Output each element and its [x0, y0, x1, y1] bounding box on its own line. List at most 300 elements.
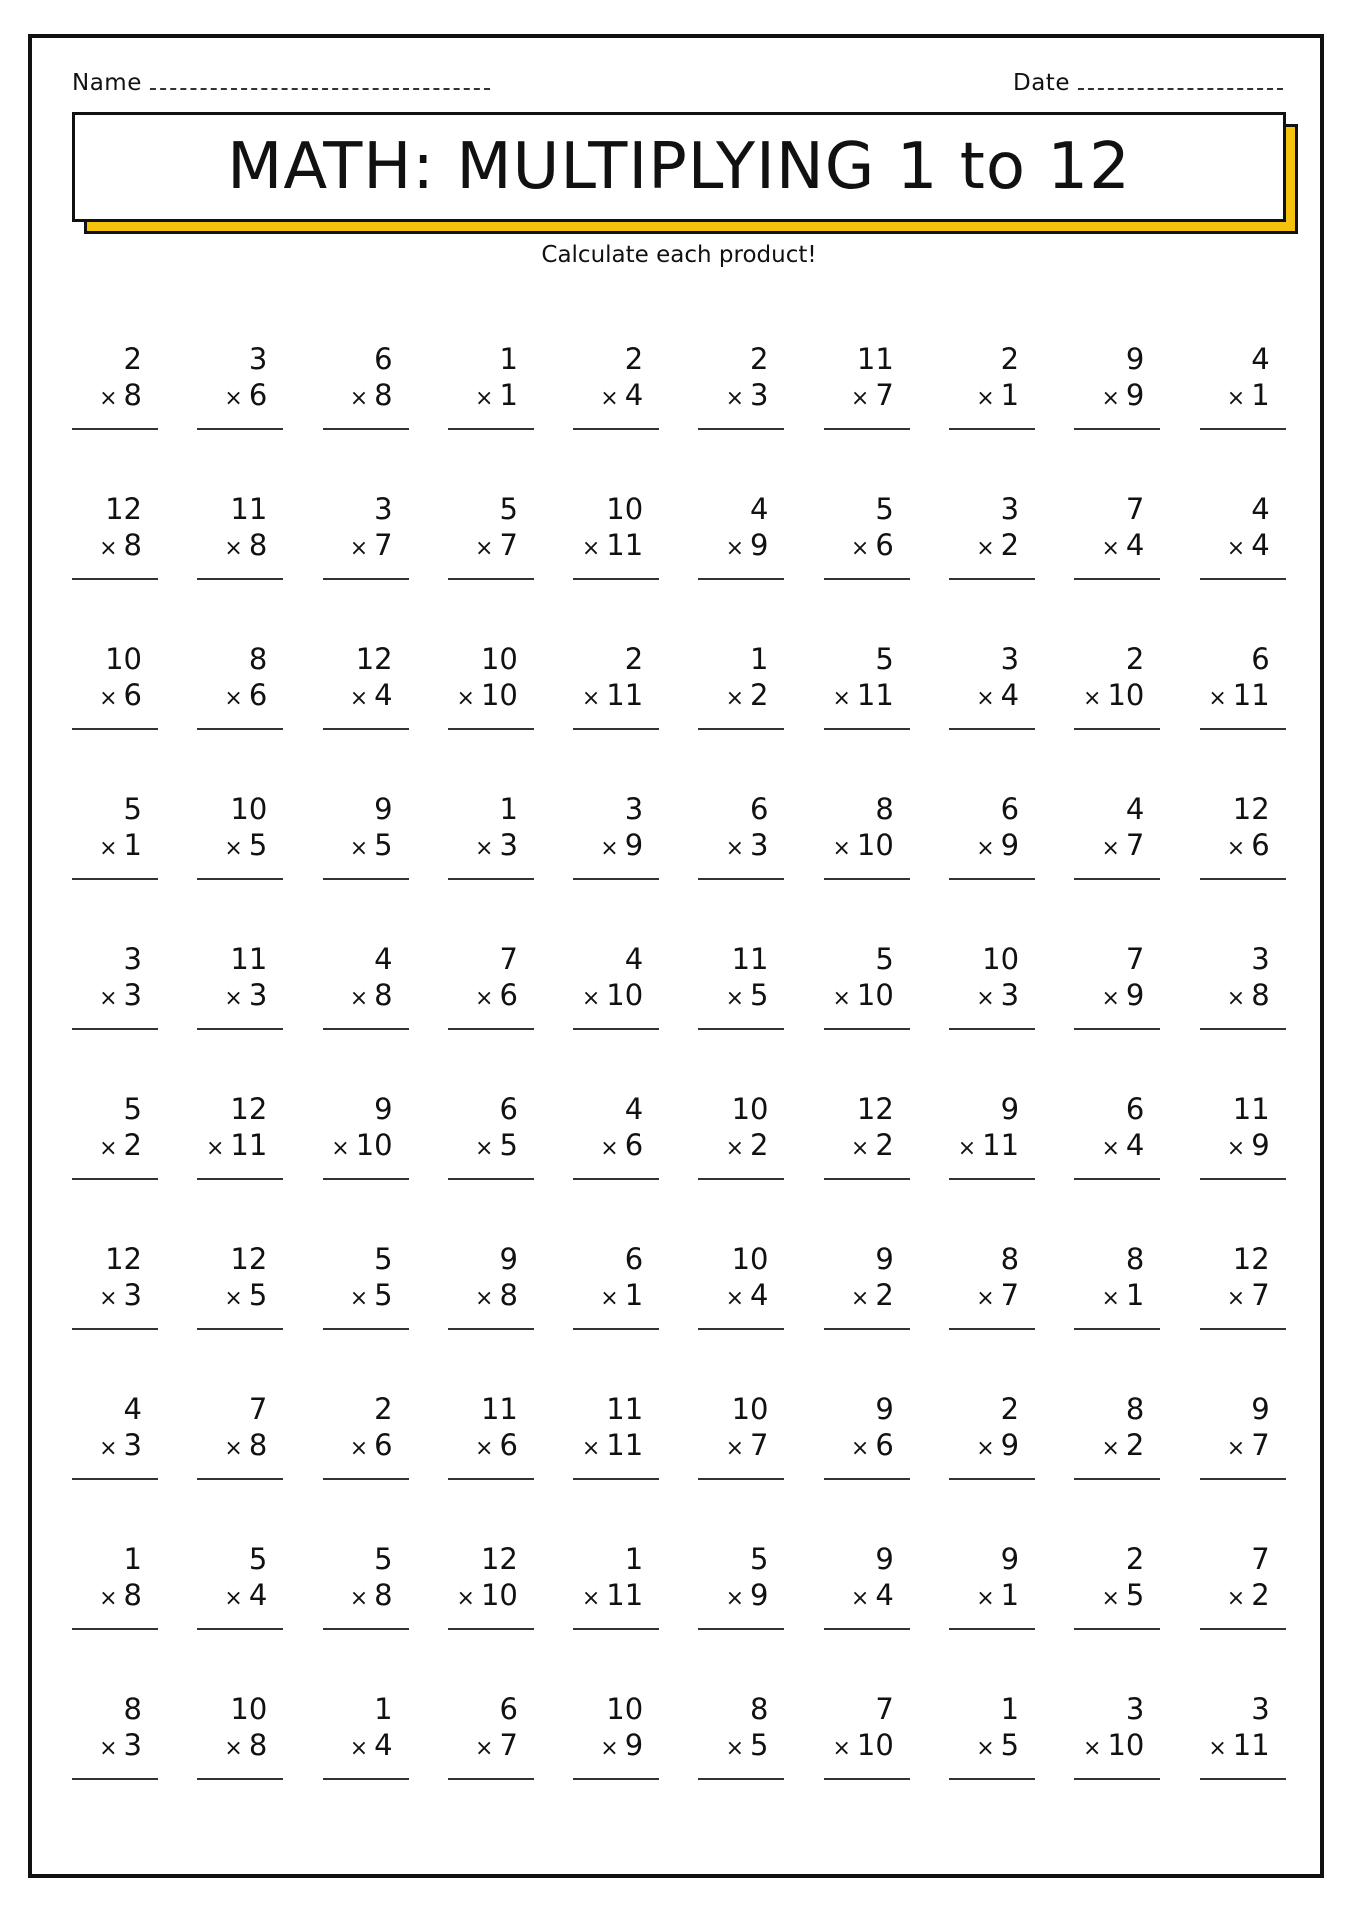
- problem[interactable]: [824, 1690, 910, 1780]
- problem[interactable]: [323, 490, 409, 580]
- problem[interactable]: [448, 340, 534, 430]
- multiplier: [1101, 1278, 1144, 1316]
- problem[interactable]: [573, 640, 659, 730]
- multiplicand: 4: [624, 1092, 644, 1126]
- times-sign: ×: [581, 1586, 601, 1611]
- times-sign: ×: [99, 1286, 118, 1311]
- problem[interactable]: [72, 340, 158, 430]
- times-sign: ×: [224, 1736, 243, 1761]
- instructions: Calculate each product!: [541, 242, 817, 268]
- problem[interactable]: [949, 340, 1035, 430]
- multiplier-value: 6: [1251, 828, 1270, 862]
- problem[interactable]: [448, 1690, 534, 1780]
- times-sign: ×: [224, 1436, 243, 1461]
- multiplicand: 6: [750, 792, 769, 826]
- times-sign: ×: [600, 386, 619, 411]
- times-sign: ×: [99, 536, 118, 561]
- multiplier: [851, 528, 894, 566]
- title-box: [72, 112, 1286, 222]
- problem[interactable]: [197, 490, 283, 580]
- times-sign: ×: [1101, 1286, 1120, 1311]
- problem[interactable]: [1200, 790, 1286, 880]
- multiplier-value: 1: [624, 1278, 644, 1312]
- multiplier: [350, 528, 393, 566]
- multiplier-value: 5: [248, 828, 268, 862]
- multiplicand: 2: [750, 342, 769, 376]
- multiplier: [600, 828, 643, 866]
- multiplier-value: 7: [1000, 1278, 1020, 1312]
- multiplier: [1227, 528, 1270, 566]
- multiplier-value: 4: [1125, 1128, 1145, 1162]
- multiplicand: 4: [1251, 342, 1270, 376]
- multiplicand: 2: [374, 1392, 393, 1426]
- multiplier-value: 3: [123, 1428, 142, 1462]
- multiplier: [1227, 1128, 1270, 1166]
- multiplier: [475, 1428, 518, 1466]
- multiplicand: 10: [731, 1242, 769, 1276]
- multiplier-value: 8: [1251, 978, 1270, 1012]
- multiplier-value: 9: [1000, 1428, 1020, 1462]
- times-sign: ×: [1101, 986, 1120, 1011]
- multiplier-value: 11: [856, 678, 894, 712]
- problem[interactable]: [72, 1390, 158, 1480]
- multiplier-value: 10: [1107, 1728, 1145, 1762]
- times-sign: ×: [600, 836, 619, 861]
- multiplier: [350, 1428, 393, 1466]
- problem[interactable]: [448, 1540, 534, 1630]
- times-sign: ×: [224, 386, 243, 411]
- multiplier-value: 3: [499, 828, 518, 862]
- problem[interactable]: [1074, 1540, 1160, 1630]
- problem[interactable]: [824, 340, 910, 430]
- multiplier-value: 8: [248, 528, 268, 562]
- times-sign: ×: [600, 1136, 619, 1161]
- problem[interactable]: [573, 490, 659, 580]
- times-sign: ×: [976, 686, 995, 711]
- multiplicand: 3: [1125, 1692, 1145, 1726]
- times-sign: ×: [1101, 386, 1120, 411]
- problem[interactable]: [1200, 1090, 1286, 1180]
- problem[interactable]: [949, 1690, 1035, 1780]
- multiplier: [1208, 678, 1269, 716]
- multiplier-value: 10: [856, 978, 894, 1012]
- multiplicand: 11: [856, 342, 894, 376]
- problem[interactable]: [72, 490, 158, 580]
- times-sign: ×: [976, 1586, 995, 1611]
- problem[interactable]: [698, 1090, 784, 1180]
- times-sign: ×: [456, 1586, 475, 1611]
- times-sign: ×: [1083, 686, 1102, 711]
- multiplicand: 3: [1251, 942, 1270, 976]
- multiplier: [582, 1578, 643, 1616]
- multiplier: [726, 1128, 769, 1166]
- problem-grid: [72, 340, 1286, 1780]
- problem[interactable]: [573, 790, 659, 880]
- multiplier: [1227, 828, 1270, 866]
- multiplicand: 9: [499, 1242, 518, 1276]
- multiplicand: 1: [499, 792, 518, 826]
- multiplier: [582, 978, 643, 1016]
- problem[interactable]: [197, 1690, 283, 1780]
- multiplicand: 10: [731, 1392, 769, 1426]
- problem[interactable]: [448, 640, 534, 730]
- problem[interactable]: [1200, 640, 1286, 730]
- multiplier: [1083, 678, 1144, 716]
- problem[interactable]: [72, 940, 158, 1030]
- multiplier: [1101, 828, 1144, 866]
- multiplicand: 7: [1125, 942, 1145, 976]
- multiplier-value: 9: [624, 1728, 644, 1762]
- multiplicand: 3: [1000, 492, 1020, 526]
- times-sign: ×: [475, 986, 494, 1011]
- multiplier-value: 7: [499, 528, 518, 562]
- multiplicand: 8: [750, 1692, 769, 1726]
- multiplicand: 10: [731, 1092, 769, 1126]
- multiplier: [726, 828, 769, 866]
- multiplicand: 11: [230, 942, 268, 976]
- multiplier: [475, 1278, 518, 1316]
- problem[interactable]: [573, 1540, 659, 1630]
- date-field[interactable]: [1013, 70, 1283, 96]
- multiplicand: 4: [624, 942, 644, 976]
- problem[interactable]: [1074, 1240, 1160, 1330]
- multiplicand: 5: [875, 642, 894, 676]
- multiplicand: 6: [624, 1242, 644, 1276]
- times-sign: ×: [725, 1136, 745, 1161]
- multiplicand: 4: [123, 1392, 142, 1426]
- times-sign: ×: [1101, 1586, 1120, 1611]
- times-sign: ×: [976, 1436, 995, 1461]
- problem[interactable]: [323, 1390, 409, 1480]
- problem[interactable]: [323, 790, 409, 880]
- problem[interactable]: [698, 940, 784, 1030]
- multiplier-value: 11: [1232, 678, 1270, 712]
- multiplier-value: 4: [1251, 528, 1270, 562]
- problem[interactable]: [197, 1090, 283, 1180]
- multiplier-value: 9: [1125, 378, 1145, 412]
- multiplicand: 1: [750, 642, 769, 676]
- problem[interactable]: [1200, 490, 1286, 580]
- problem[interactable]: [197, 940, 283, 1030]
- problem[interactable]: [1200, 940, 1286, 1030]
- problem[interactable]: [1074, 1090, 1160, 1180]
- problem[interactable]: [1074, 790, 1160, 880]
- problem[interactable]: [573, 1090, 659, 1180]
- multiplier-value: 6: [374, 1428, 393, 1462]
- problem[interactable]: [698, 490, 784, 580]
- problem[interactable]: [573, 340, 659, 430]
- problem[interactable]: [698, 340, 784, 430]
- problem[interactable]: [698, 1690, 784, 1780]
- multiplier-value: 11: [1232, 1728, 1270, 1762]
- multiplier-value: 6: [248, 378, 268, 412]
- problem[interactable]: [72, 1540, 158, 1630]
- multiplier: [224, 978, 267, 1016]
- multiplier-value: 6: [499, 978, 518, 1012]
- problem[interactable]: [323, 1690, 409, 1780]
- times-sign: ×: [99, 1136, 118, 1161]
- problem[interactable]: [323, 1240, 409, 1330]
- times-sign: ×: [349, 1736, 369, 1761]
- multiplier: [1101, 528, 1144, 566]
- problem[interactable]: [949, 490, 1035, 580]
- multiplicand: 9: [1000, 1542, 1020, 1576]
- problem[interactable]: [197, 1540, 283, 1630]
- problem[interactable]: [72, 640, 158, 730]
- multiplicand: 9: [374, 792, 393, 826]
- problem[interactable]: [949, 1540, 1035, 1630]
- problem[interactable]: [573, 1690, 659, 1780]
- multiplier-value: 7: [1251, 1278, 1270, 1312]
- multiplier-value: 5: [374, 1278, 393, 1312]
- multiplicand: 7: [499, 942, 518, 976]
- multiplicand: 1: [624, 1542, 644, 1576]
- times-sign: ×: [205, 1136, 225, 1161]
- multiplier: [582, 678, 643, 716]
- times-sign: ×: [349, 836, 369, 861]
- multiplier: [1101, 1578, 1144, 1616]
- multiplier-value: 5: [374, 828, 393, 862]
- multiplier: [1227, 1578, 1270, 1616]
- multiplicand: 4: [1251, 492, 1270, 526]
- multiplier-value: 3: [248, 978, 268, 1012]
- multiplier-value: 8: [499, 1278, 518, 1312]
- problem[interactable]: [949, 940, 1035, 1030]
- problem[interactable]: [72, 1090, 158, 1180]
- multiplicand: 12: [1232, 1242, 1270, 1276]
- multiplier: [1227, 1278, 1270, 1316]
- multiplier-value: 6: [248, 678, 268, 712]
- problem[interactable]: [949, 1090, 1035, 1180]
- problem[interactable]: [824, 1540, 910, 1630]
- problem[interactable]: [698, 790, 784, 880]
- multiplicand: 1: [374, 1692, 393, 1726]
- times-sign: ×: [850, 1286, 870, 1311]
- problem[interactable]: [949, 1240, 1035, 1330]
- multiplier: [726, 528, 769, 566]
- times-sign: ×: [1226, 1136, 1246, 1161]
- times-sign: ×: [832, 686, 851, 711]
- multiplier: [1101, 1428, 1144, 1466]
- multiplier: [99, 1728, 142, 1766]
- multiplier-value: 5: [248, 1278, 268, 1312]
- multiplier: [475, 978, 518, 1016]
- multiplier: [976, 1578, 1019, 1616]
- multiplicand: 12: [230, 1242, 268, 1276]
- problem[interactable]: [197, 1240, 283, 1330]
- multiplicand: 10: [606, 1692, 644, 1726]
- multiplier: [976, 1278, 1019, 1316]
- problem[interactable]: [573, 940, 659, 1030]
- multiplicand: 9: [374, 1092, 393, 1126]
- problem[interactable]: [698, 1540, 784, 1630]
- problem[interactable]: [573, 1240, 659, 1330]
- problem[interactable]: [448, 790, 534, 880]
- multiplier: [976, 528, 1019, 566]
- multiplicand: 8: [1125, 1392, 1145, 1426]
- problem[interactable]: [824, 1090, 910, 1180]
- problem[interactable]: [698, 640, 784, 730]
- problem[interactable]: [72, 1240, 158, 1330]
- problem[interactable]: [824, 790, 910, 880]
- times-sign: ×: [976, 536, 995, 561]
- problem[interactable]: [949, 1390, 1035, 1480]
- problem[interactable]: [1200, 1690, 1286, 1780]
- problem[interactable]: [824, 1240, 910, 1330]
- multiplicand: 11: [1232, 1092, 1270, 1126]
- multiplier: [1101, 378, 1144, 416]
- name-blank-line[interactable]: [150, 70, 490, 90]
- times-sign: ×: [976, 386, 995, 411]
- multiplier-value: 2: [750, 678, 769, 712]
- multiplier-value: 5: [750, 978, 769, 1012]
- multiplier: [1083, 1728, 1144, 1766]
- multiplicand: 11: [606, 1392, 644, 1426]
- multiplier: [475, 1728, 518, 1766]
- multiplier: [99, 528, 142, 566]
- times-sign: ×: [600, 1736, 619, 1761]
- problem[interactable]: [448, 1240, 534, 1330]
- multiplier: [350, 378, 393, 416]
- multiplier-value: 7: [875, 378, 894, 412]
- multiplier: [1227, 378, 1270, 416]
- problem[interactable]: [72, 1690, 158, 1780]
- problem[interactable]: [573, 1390, 659, 1480]
- times-sign: ×: [224, 686, 243, 711]
- multiplicand: 5: [750, 1542, 769, 1576]
- times-sign: ×: [475, 536, 494, 561]
- problem[interactable]: [824, 940, 910, 1030]
- times-sign: ×: [1208, 686, 1227, 711]
- multiplier: [600, 1728, 643, 1766]
- times-sign: ×: [475, 836, 494, 861]
- multiplier-value: 10: [480, 678, 518, 712]
- problem[interactable]: [323, 640, 409, 730]
- multiplier: [726, 1278, 769, 1316]
- problem[interactable]: [1074, 1690, 1160, 1780]
- multiplicand: 10: [230, 792, 268, 826]
- multiplier: [600, 1128, 643, 1166]
- problem[interactable]: [949, 790, 1035, 880]
- multiplier: [99, 1428, 142, 1466]
- problem[interactable]: [1074, 490, 1160, 580]
- problem[interactable]: [949, 640, 1035, 730]
- multiplicand: 4: [374, 942, 393, 976]
- multiplier: [976, 978, 1019, 1016]
- multiplier: [99, 1578, 142, 1616]
- problem[interactable]: [323, 340, 409, 430]
- multiplier-value: 2: [1000, 528, 1020, 562]
- multiplier: [99, 1278, 142, 1316]
- problem[interactable]: [1200, 1240, 1286, 1330]
- multiplier-value: 6: [624, 1128, 644, 1162]
- problem[interactable]: [197, 790, 283, 880]
- multiplicand: 12: [856, 1092, 894, 1126]
- multiplicand: 10: [606, 492, 644, 526]
- problem[interactable]: [698, 1390, 784, 1480]
- times-sign: ×: [224, 836, 243, 861]
- problem[interactable]: [448, 1390, 534, 1480]
- multiplier-value: 4: [624, 378, 644, 412]
- multiplier: [851, 1428, 894, 1466]
- multiplicand: 1: [1000, 1692, 1020, 1726]
- problem[interactable]: [1074, 1390, 1160, 1480]
- multiplier-value: 1: [1125, 1278, 1145, 1312]
- problem[interactable]: [448, 1090, 534, 1180]
- multiplier-value: 11: [606, 528, 644, 562]
- times-sign: ×: [1226, 1586, 1246, 1611]
- problem[interactable]: [1074, 640, 1160, 730]
- problem[interactable]: [323, 1090, 409, 1180]
- multiplicand: 7: [875, 1692, 894, 1726]
- problem[interactable]: [1200, 1540, 1286, 1630]
- name-field[interactable]: [72, 70, 490, 96]
- times-sign: ×: [99, 686, 118, 711]
- problem[interactable]: [72, 790, 158, 880]
- multiplier: [832, 978, 893, 1016]
- problem[interactable]: [824, 640, 910, 730]
- problem[interactable]: [824, 1390, 910, 1480]
- problem[interactable]: [698, 1240, 784, 1330]
- times-sign: ×: [1226, 986, 1246, 1011]
- problem[interactable]: [197, 640, 283, 730]
- times-sign: ×: [725, 986, 745, 1011]
- multiplier-value: 4: [875, 1578, 894, 1612]
- problem[interactable]: [197, 340, 283, 430]
- multiplier-value: 7: [499, 1728, 518, 1762]
- multiplier: [224, 678, 267, 716]
- times-sign: ×: [1226, 1286, 1246, 1311]
- problem[interactable]: [197, 1390, 283, 1480]
- multiplier: [976, 1728, 1019, 1766]
- multiplier: [851, 378, 894, 416]
- problem[interactable]: [1200, 1390, 1286, 1480]
- problem[interactable]: [1074, 940, 1160, 1030]
- multiplier-value: 1: [1000, 378, 1020, 412]
- problem[interactable]: [824, 490, 910, 580]
- times-sign: ×: [99, 1586, 118, 1611]
- times-sign: ×: [850, 386, 870, 411]
- multiplicand: 2: [624, 342, 644, 376]
- problem[interactable]: [1200, 340, 1286, 430]
- multiplicand: 2: [1000, 1392, 1020, 1426]
- problem[interactable]: [448, 490, 534, 580]
- multiplier-value: 5: [1125, 1578, 1145, 1612]
- multiplicand: 12: [105, 1242, 142, 1276]
- multiplicand: 3: [624, 792, 644, 826]
- multiplier-value: 4: [1000, 678, 1020, 712]
- problem[interactable]: [323, 940, 409, 1030]
- multiplier-value: 4: [1125, 528, 1145, 562]
- multiplier: [457, 1578, 518, 1616]
- multiplier-value: 8: [248, 1728, 268, 1762]
- problem[interactable]: [448, 940, 534, 1030]
- multiplicand: 2: [1000, 342, 1020, 376]
- problem[interactable]: [1074, 340, 1160, 430]
- date-blank-line[interactable]: [1078, 70, 1283, 90]
- times-sign: ×: [349, 1436, 369, 1461]
- multiplier-value: 10: [1107, 678, 1145, 712]
- times-sign: ×: [832, 836, 851, 861]
- times-sign: ×: [475, 386, 494, 411]
- multiplier: [350, 1278, 393, 1316]
- multiplier: [726, 1578, 769, 1616]
- times-sign: ×: [99, 1736, 118, 1761]
- multiplicand: 6: [1125, 1092, 1145, 1126]
- multiplicand: 3: [123, 942, 142, 976]
- problem[interactable]: [323, 1540, 409, 1630]
- multiplicand: 5: [374, 1542, 393, 1576]
